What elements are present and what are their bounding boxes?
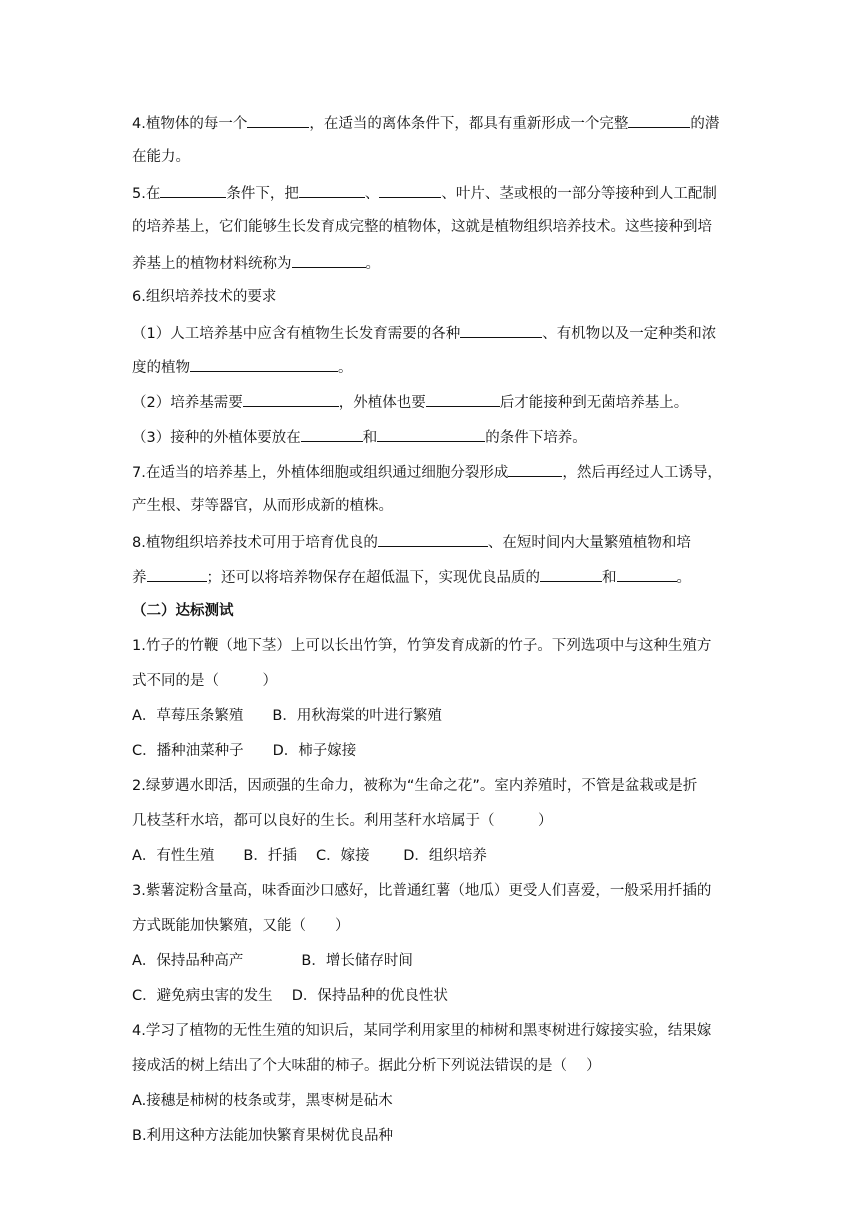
text-segment: 4.植物体的每一个 <box>132 116 248 132</box>
text-segment: 8.植物组织培养技术可用于培育优良的 <box>132 535 378 551</box>
fill-in-blank[interactable] <box>460 322 542 338</box>
fill-in-blank[interactable] <box>292 252 366 268</box>
fill-in-blank[interactable] <box>540 566 602 582</box>
text-segment: ，外植体也要 <box>338 395 426 411</box>
text-line <box>132 916 350 936</box>
text-segment: （3）接种的外植体要放在 <box>132 430 301 446</box>
text-segment: 。 <box>676 570 691 586</box>
text-line <box>132 391 688 413</box>
text-line <box>132 1091 393 1111</box>
text-line <box>132 1056 601 1076</box>
text-segment: A．草莓压条繁殖 B．用秋海棠的叶进行繁殖 <box>132 708 442 724</box>
text-line <box>132 601 234 621</box>
fill-in-blank[interactable] <box>299 182 365 198</box>
text-line <box>132 776 697 796</box>
text-segment: （2）培养基需要 <box>132 395 243 411</box>
text-segment: 。 <box>365 256 380 272</box>
text-line <box>132 356 353 378</box>
text-line <box>132 636 711 656</box>
text-line <box>132 671 277 691</box>
fill-in-blank[interactable] <box>617 566 677 582</box>
text-segment: 养 <box>132 570 147 586</box>
text-line <box>132 461 722 483</box>
text-segment: ，然后再经过人工诱导， <box>562 465 722 481</box>
text-segment: 、在短时间内大量繁殖植物和培 <box>487 535 691 551</box>
fill-in-blank[interactable] <box>190 356 338 372</box>
text-line <box>132 182 717 204</box>
fill-in-blank[interactable] <box>147 566 207 582</box>
text-line <box>132 322 716 344</box>
text-segment: 、 <box>364 186 380 202</box>
fill-in-blank[interactable] <box>426 391 500 407</box>
fill-in-blank[interactable] <box>247 112 309 128</box>
text-segment: B.利用这种方法能加快繁育果树优良品种 <box>132 1128 394 1144</box>
text-segment: C．避免病虫害的发生 D．保持品种的优良性状 <box>132 988 448 1004</box>
text-line <box>132 706 442 726</box>
text-segment: C．播种油菜种子 D．柿子嫁接 <box>132 743 357 759</box>
text-line <box>132 531 691 553</box>
fill-in-blank[interactable] <box>243 391 339 407</box>
text-segment: 方式既能加快繁殖，又能（ ） <box>132 918 350 934</box>
text-segment: 后才能接种到无菌培养基上。 <box>499 395 689 411</box>
text-line <box>132 1126 393 1146</box>
text-line <box>132 566 691 588</box>
fill-in-blank[interactable] <box>508 461 562 477</box>
fill-in-blank[interactable] <box>379 182 441 198</box>
text-segment: 式不同的是（ ） <box>132 673 277 689</box>
text-line <box>132 741 356 761</box>
text-segment: 、有机物以及一定种类和浓 <box>542 326 717 342</box>
text-segment: 的潜 <box>690 116 720 132</box>
fill-in-blank[interactable] <box>377 426 485 442</box>
text-segment: A．保持品种高产 B．增长储存时间 <box>132 953 413 969</box>
text-segment: A.接穗是柿树的枝条或芽，黑枣树是砧木 <box>132 1093 393 1109</box>
text-segment: 3.紫薯淀粉含量高，味香面沙口感好，比普通红薯（地瓜）更受人们喜爱，一般采用扦插的 <box>132 883 712 899</box>
fill-in-blank[interactable] <box>378 531 488 547</box>
fill-in-blank[interactable] <box>160 182 226 198</box>
text-segment: （1）人工培养基中应含有植物生长发育需要的各种 <box>132 326 461 342</box>
text-segment: （二）达标测试 <box>132 603 234 619</box>
text-line <box>132 217 712 237</box>
text-segment: 养基上的植物材料统称为 <box>132 256 292 272</box>
fill-in-blank[interactable] <box>301 426 363 442</box>
text-segment: 。 <box>338 360 353 376</box>
text-line <box>132 951 413 971</box>
text-line <box>132 496 393 516</box>
text-line <box>132 287 276 307</box>
text-segment: 5.在 <box>132 186 161 202</box>
text-segment: 7.在适当的培养基上，外植体细胞或组织通过细胞分裂形成 <box>132 465 509 481</box>
text-segment: A．有性生殖 B．扦插 C．嫁接 D．组织培养 <box>132 848 487 864</box>
text-line <box>132 881 711 901</box>
text-line <box>132 252 380 274</box>
text-segment: 1.竹子的竹鞭（地下茎）上可以长出竹笋，竹笋发育成新的竹子。下列选项中与这种生殖方 <box>132 638 712 654</box>
text-segment: 6.组织培养技术的要求 <box>132 289 277 305</box>
text-line <box>132 986 448 1006</box>
text-segment: 接成活的树上结出了个大味甜的柿子。据此分析下列说法错误的是（ ） <box>132 1058 601 1074</box>
text-segment: 几枝茎秆水培，都可以良好的生长。利用茎秆水培属于（ ） <box>132 813 553 829</box>
text-segment: ，在适当的离体条件下，都具有重新形成一个完整 <box>309 116 629 132</box>
text-line <box>132 1021 711 1041</box>
text-segment: 和 <box>362 430 378 446</box>
text-segment: 的条件下培养。 <box>485 430 587 446</box>
text-line <box>132 112 719 134</box>
fill-in-blank[interactable] <box>628 112 690 128</box>
text-segment: 、叶片、茎或根的一部分等接种到人工配制 <box>441 186 717 202</box>
text-line <box>132 811 553 831</box>
text-segment: ；还可以将培养物保存在超低温下，实现优良品质的 <box>206 570 540 586</box>
text-segment: 条件下，把 <box>226 186 299 202</box>
text-line <box>132 846 487 866</box>
text-segment: 和 <box>602 570 617 586</box>
text-segment: 产生根、芽等器官，从而形成新的植株。 <box>132 498 393 514</box>
text-segment: 的培养基上，它们能够生长发育成完整的植物体，这就是植物组织培养技术。这些接种到培 <box>132 219 712 235</box>
text-line <box>132 426 587 448</box>
text-segment: 度的植物 <box>132 360 190 376</box>
text-segment: 2.绿萝遇水即活，因顽强的生命力，被称为“生命之花”。室内养殖时，不管是盆栽或是折 <box>132 778 698 794</box>
text-segment: 4.学习了植物的无性生殖的知识后，某同学利用家里的柿树和黑枣树进行嫁接实验，结果嫁 <box>132 1023 712 1039</box>
text-line <box>132 147 190 167</box>
text-segment: 在能力。 <box>132 149 190 165</box>
